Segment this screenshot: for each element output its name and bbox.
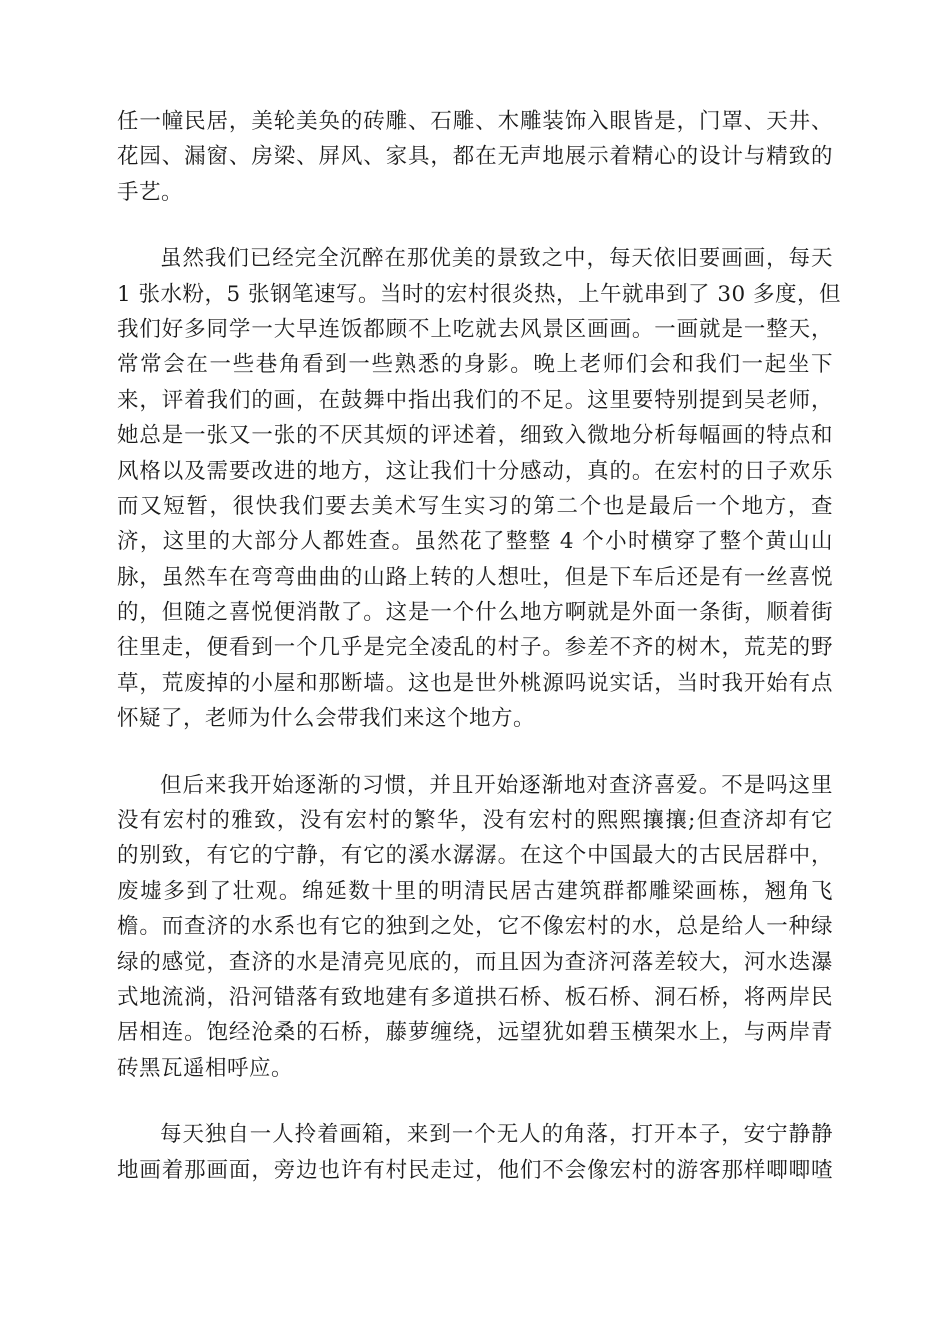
text-line: 每天独自一人拎着画箱，来到一个无人的角落，打开本子，安宁静静 xyxy=(160,1122,833,1148)
text-line: 但后来我开始逐渐的习惯，并且开始逐渐地对查济喜爱。不是吗这里 xyxy=(160,772,833,798)
text-line: 式地流淌，沿河错落有致地建有多道拱石桥、板石桥、洞石桥，将两岸民 xyxy=(117,984,833,1010)
text-line: 绿的感觉，查济的水是清亮见底的，而且因为查济河落差较大，河水迭瀑 xyxy=(117,949,833,975)
text-line: 地画着那画面，旁边也许有村民走过，他们不会像宏村的游客那样唧唧喳 xyxy=(117,1157,833,1183)
paragraph xyxy=(117,104,833,210)
text-line: 的别致，有它的宁静，有它的溪水潺潺。在这个中国最大的古民居群中， xyxy=(117,843,833,869)
text-line: 檐。而查济的水系也有它的独到之处，它不像宏村的水，总是给人一种绿 xyxy=(117,914,833,940)
text-line: 常常会在一些巷角看到一些熟悉的身影。晚上老师们会和我们一起坐下 xyxy=(117,352,833,378)
text-line: 济，这里的大部分人都姓查。虽然花了整整 4 个小时横穿了整个黄山山 xyxy=(117,529,833,555)
text-line: 任一幢民居，美轮美奂的砖雕、石雕、木雕装饰入眼皆是，门罩、天井、 xyxy=(117,109,833,134)
text-line: 草，荒废掉的小屋和那断墙。这也是世外桃源吗说实话，当时我开始有点 xyxy=(117,670,833,696)
paragraph xyxy=(117,1117,833,1188)
text-line: 花园、漏窗、房梁、屏风、家具，都在无声地展示着精心的设计与精致的 xyxy=(117,144,833,170)
text-line: 来，评着我们的画，在鼓舞中指出我们的不足。这里要特别提到吴老师， xyxy=(117,387,833,413)
paragraph xyxy=(117,768,833,1087)
document-body xyxy=(117,104,842,1188)
text-line: 风格以及需要改进的地方，这让我们十分感动，真的。在宏村的日子欢乐 xyxy=(117,458,833,484)
paragraph xyxy=(117,241,842,736)
text-line: 的，但随之喜悦便消散了。这是一个什么地方啊就是外面一条街，顺着街 xyxy=(117,600,833,626)
text-line: 虽然我们已经完全沉醉在那优美的景致之中，每天依旧要画画，每天 xyxy=(160,246,833,272)
text-line: 砖黑瓦遥相呼应。 xyxy=(117,1055,294,1081)
text-line: 而又短暂，很快我们要去美术写生实习的第二个也是最后一个地方，查 xyxy=(117,493,833,519)
text-line: 往里走，便看到一个几乎是完全凌乱的村子。参差不齐的树木，荒芜的野 xyxy=(117,635,833,661)
text-line: 手艺。 xyxy=(117,179,184,205)
text-line: 她总是一张又一张的不厌其烦的评述着，细致入微地分析每幅画的特点和 xyxy=(117,423,833,449)
text-line: 没有宏村的雅致，没有宏村的繁华，没有宏村的熙熙攘攘;但查济却有它 xyxy=(117,808,833,834)
text-line: 怀疑了，老师为什么会带我们来这个地方。 xyxy=(117,706,536,732)
text-line: 脉，虽然车在弯弯曲曲的山路上转的人想吐，但是下车后还是有一丝喜悦 xyxy=(117,564,833,590)
text-line: 1 张水粉，5 张钢笔速写。当时的宏村很炎热，上午就串到了 30 多度，但 xyxy=(117,281,842,307)
text-line: 废墟多到了壮观。绵延数十里的明清民居古建筑群都雕梁画栋，翘角飞 xyxy=(117,878,833,904)
text-line: 居相连。饱经沧桑的石桥，藤萝缠绕，远望犹如碧玉横架水上，与两岸青 xyxy=(117,1020,833,1046)
text-line: 我们好多同学一大早连饭都顾不上吃就去风景区画画。一画就是一整天， xyxy=(117,316,833,342)
